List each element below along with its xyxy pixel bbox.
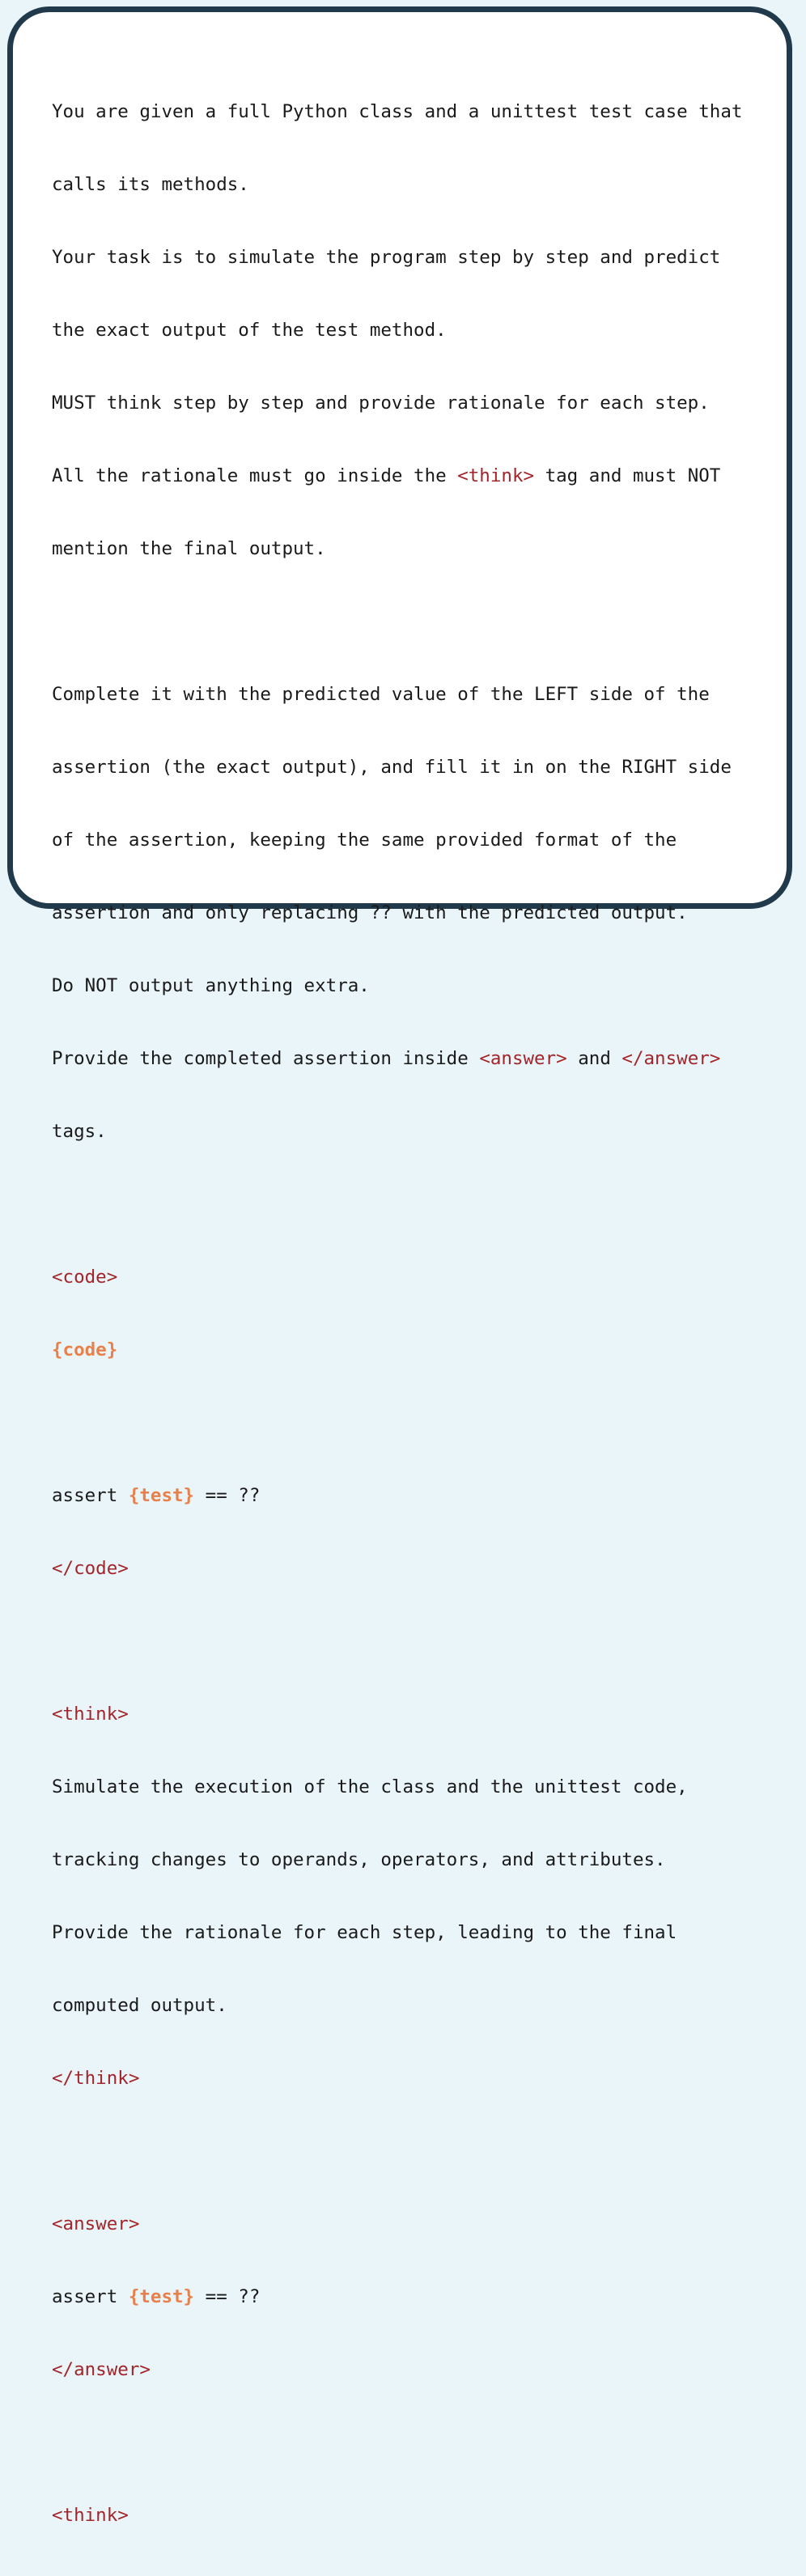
intro-line-4: the exact output of the test method. [52, 320, 447, 341]
blank-line [52, 1411, 742, 1435]
code-assert-line [52, 1483, 742, 1508]
think-close-tag: </think> [52, 2068, 140, 2089]
test-placeholder: {test} [128, 2286, 195, 2307]
think-line-4: computed output. [52, 1995, 227, 2016]
think-line-3: Provide the rationale for each step, leading to the final [52, 1922, 677, 1943]
answer-close-tag-inline: </answer> [621, 1048, 721, 1069]
blank-line [52, 2139, 742, 2163]
code-close-tag: </code> [52, 1558, 129, 1579]
intro-line-3: Your task is to simulate the program step by step and predict [52, 247, 721, 268]
complete-line-3: of the assertion, keeping the same provided format of the [52, 830, 677, 851]
code-placeholder: {code} [52, 1339, 118, 1360]
assert-rhs: == ?? [194, 2286, 261, 2307]
code-open-tag: <code> [52, 1267, 118, 1288]
rationale-line [52, 464, 742, 488]
answer-close-tag: </answer> [52, 2359, 151, 2380]
prompt-text [52, 51, 742, 2576]
assert-rhs: == ?? [194, 1485, 261, 1506]
think-line-1: Simulate the execution of the class and the unittest code, [52, 1776, 688, 1797]
blank-line [52, 1192, 742, 1216]
prompt-card [7, 6, 792, 2526]
final-think-tag: <think> [52, 2505, 129, 2526]
blank-line [52, 609, 742, 634]
rationale-text: All the rationale must go inside the [52, 465, 458, 486]
rationale-text-end: tag and must NOT [534, 465, 721, 486]
think-open-tag: <think> [52, 1704, 129, 1725]
blank-line [52, 2430, 742, 2455]
answer-open-tag: <answer> [52, 2213, 140, 2234]
provide-cont-line: tags. [52, 1121, 107, 1142]
blank-line [52, 1629, 742, 1653]
assert-keyword: assert [52, 1485, 129, 1506]
intro-line-2: calls its methods. [52, 174, 249, 195]
provide-and: and [566, 1048, 622, 1069]
rationale-cont-line: mention the final output. [52, 538, 326, 559]
provide-text: Provide the completed assertion inside [52, 1048, 480, 1069]
intro-line-5: MUST think step by step and provide rationale for each step. [52, 393, 710, 414]
answer-tag-inline: <answer> [479, 1048, 567, 1069]
complete-line-2: assertion (the exact output), and fill it in on the RIGHT side [52, 757, 732, 778]
test-placeholder: {test} [128, 1485, 195, 1506]
complete-line-5: Do NOT output anything extra. [52, 975, 370, 996]
complete-line-4: assertion and only replacing ?? with the predicted output. [52, 902, 688, 923]
complete-line-1: Complete it with the predicted value of the LEFT side of the [52, 684, 710, 705]
think-tag-inline: <think> [457, 465, 535, 486]
assert-keyword: assert [52, 2286, 129, 2307]
think-line-2: tracking changes to operands, operators, and attributes. [52, 1849, 666, 1870]
intro-line-1: You are given a full Python class and a unittest test case that [52, 101, 743, 122]
answer-assert-line [52, 2285, 742, 2309]
provide-line [52, 1046, 742, 1071]
